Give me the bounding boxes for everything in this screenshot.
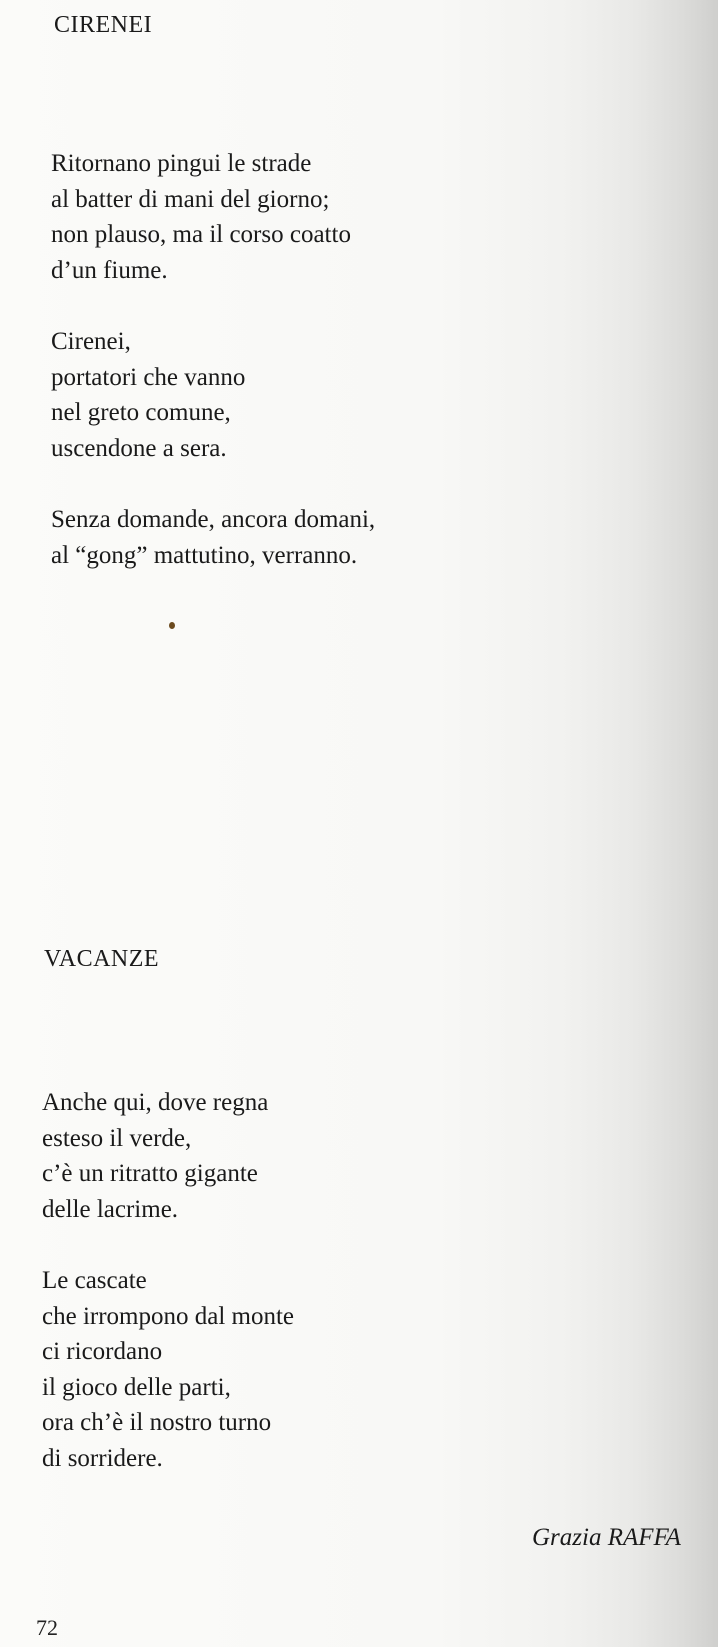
poem-line: al “gong” mattutino, verranno.: [51, 541, 358, 569]
poem-line: Ritornano pingui le strade: [51, 150, 312, 177]
poem-line: non plauso, ma il corso coatto: [51, 221, 351, 248]
poem-line: nel greto comune,: [51, 399, 231, 426]
poem-title-cirenei: CIRENEI: [54, 12, 153, 38]
poem-line: c’è un ritratto gigante: [42, 1160, 258, 1187]
stanza: [51, 324, 375, 466]
paper-speck: [169, 622, 175, 629]
poem-line: uscendone a sera.: [51, 434, 227, 462]
poem-title-vacanze: VACANZE: [44, 946, 160, 972]
poem-line: che irrompono dal monte: [42, 1302, 295, 1330]
poem-line: Le cascate: [42, 1267, 147, 1294]
poem-body-cirenei: [51, 146, 375, 573]
stanza: [51, 502, 375, 573]
poem-line: al batter di mani del giorno;: [51, 185, 330, 213]
page-number: 72: [36, 1615, 58, 1640]
poem-line: portatori che vanno: [51, 363, 246, 391]
poem-line: ci ricordano: [42, 1338, 163, 1365]
stanza: [42, 1085, 294, 1227]
stanza: [51, 146, 375, 288]
poem-line: ora ch’è il nostro turno: [42, 1409, 272, 1436]
poem-line: Anche qui, dove regna: [42, 1089, 269, 1116]
stanza: [42, 1263, 294, 1476]
poem-line: Cirenei,: [51, 328, 131, 355]
poem-line: d’un fiume.: [51, 256, 168, 284]
poem-line: delle lacrime.: [42, 1195, 179, 1223]
poem-body-vacanze: [42, 1085, 294, 1476]
poem-line: Senza domande, ancora domani,: [51, 506, 376, 533]
poem-line: esteso il verde,: [42, 1124, 192, 1152]
poem-line: di sorridere.: [42, 1444, 163, 1472]
poem-line: il gioco delle parti,: [42, 1373, 231, 1401]
author-name: Grazia RAFFA: [532, 1524, 681, 1551]
